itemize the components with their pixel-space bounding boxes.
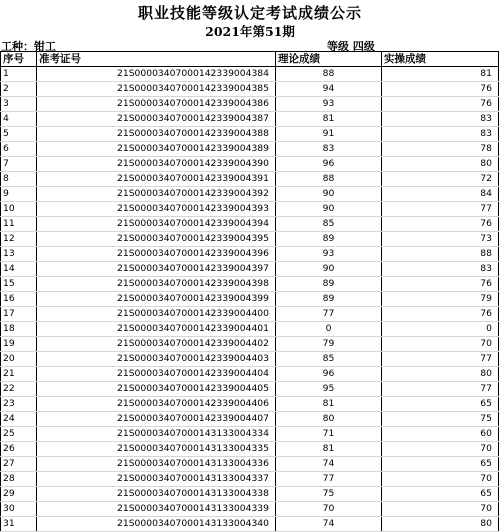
row-seq-cell: 27: [1, 457, 37, 472]
row-seq-cell: 2: [1, 82, 37, 97]
row-seq-cell: 6: [1, 142, 37, 157]
row-theory-cell: 88: [276, 67, 382, 82]
trade-label: 工种：钳工: [1, 40, 56, 53]
table-row: [1, 172, 499, 187]
table-row: [1, 517, 499, 532]
row-cert-cell: 21S00003407000142339004392: [37, 187, 276, 202]
table-row: [1, 262, 499, 277]
row-practical-cell: 65: [382, 397, 499, 412]
table-row: [1, 202, 499, 217]
table-row: [1, 67, 499, 82]
row-practical-cell: 0: [382, 322, 499, 337]
page-title: 职业技能等级认定考试成绩公示: [137, 4, 362, 22]
row-seq-cell: 24: [1, 412, 37, 427]
row-cert-cell: 21S00003407000142339004398: [37, 277, 276, 292]
row-cert-cell: 21S00003407000142339004399: [37, 292, 276, 307]
row-practical-cell: 70: [382, 502, 499, 517]
table-row: [1, 292, 499, 307]
row-cert-cell: 21S00003407000142339004388: [37, 127, 276, 142]
row-cert-cell: 21S00003407000142339004403: [37, 352, 276, 367]
row-theory-cell: 93: [276, 97, 382, 112]
table-row: [1, 127, 499, 142]
row-theory-cell: 94: [276, 82, 382, 97]
row-theory-cell: 85: [276, 352, 382, 367]
row-practical-cell: 77: [382, 202, 499, 217]
row-practical-cell: 80: [382, 367, 499, 382]
table-row: [1, 112, 499, 127]
row-theory-cell: 75: [276, 487, 382, 502]
table-row: [1, 82, 499, 97]
row-practical-cell: 83: [382, 112, 499, 127]
row-cert-cell: 21S00003407000142339004407: [37, 412, 276, 427]
row-practical-cell: 84: [382, 187, 499, 202]
row-cert-cell: 21S00003407000143133004334: [37, 427, 276, 442]
row-theory-cell: 90: [276, 262, 382, 277]
row-seq-cell: 15: [1, 277, 37, 292]
row-seq-cell: 9: [1, 187, 37, 202]
row-seq-cell: 22: [1, 382, 37, 397]
row-cert-cell: 21S00003407000143133004335: [37, 442, 276, 457]
table-row: [1, 427, 499, 442]
row-cert-cell: 21S00003407000142339004391: [37, 172, 276, 187]
score-table: [0, 51, 499, 532]
row-theory-cell: 89: [276, 292, 382, 307]
row-theory-cell: 89: [276, 232, 382, 247]
row-practical-cell: 81: [382, 67, 499, 82]
row-practical-cell: 73: [382, 232, 499, 247]
row-cert-cell: 21S00003407000143133004337: [37, 472, 276, 487]
table-row: [1, 457, 499, 472]
row-cert-cell: 21S00003407000142339004389: [37, 142, 276, 157]
row-theory-cell: 71: [276, 427, 382, 442]
row-theory-cell: 93: [276, 247, 382, 262]
row-seq-cell: 18: [1, 322, 37, 337]
row-cert-cell: 21S00003407000142339004386: [37, 97, 276, 112]
row-seq-cell: 8: [1, 172, 37, 187]
row-practical-cell: 78: [382, 142, 499, 157]
table-row: [1, 217, 499, 232]
table-row: [1, 97, 499, 112]
row-seq-cell: 11: [1, 217, 37, 232]
table-row: [1, 187, 499, 202]
table-row: [1, 412, 499, 427]
table-row: [1, 352, 499, 367]
row-theory-cell: 77: [276, 472, 382, 487]
page-subtitle: 2021年第51期: [205, 24, 295, 39]
table-row: [1, 142, 499, 157]
row-seq-cell: 19: [1, 337, 37, 352]
row-practical-cell: 60: [382, 427, 499, 442]
row-seq-cell: 25: [1, 427, 37, 442]
row-theory-cell: 90: [276, 202, 382, 217]
row-cert-cell: 21S00003407000142339004395: [37, 232, 276, 247]
row-seq-cell: 17: [1, 307, 37, 322]
row-theory-cell: 70: [276, 502, 382, 517]
row-cert-cell: 21S00003407000142339004390: [37, 157, 276, 172]
row-theory-cell: 83: [276, 142, 382, 157]
row-practical-cell: 77: [382, 382, 499, 397]
row-cert-cell: 21S00003407000142339004387: [37, 112, 276, 127]
row-practical-cell: 80: [382, 157, 499, 172]
row-seq-cell: 21: [1, 367, 37, 382]
table-row: [1, 472, 499, 487]
row-cert-cell: 21S00003407000143133004339: [37, 502, 276, 517]
row-practical-cell: 76: [382, 97, 499, 112]
row-seq-cell: 12: [1, 232, 37, 247]
row-seq-cell: 7: [1, 157, 37, 172]
row-cert-cell: 21S00003407000142339004396: [37, 247, 276, 262]
table-row: [1, 307, 499, 322]
row-theory-cell: 95: [276, 382, 382, 397]
table-row: [1, 277, 499, 292]
row-practical-cell: 80: [382, 517, 499, 532]
row-cert-cell: 21S00003407000143133004336: [37, 457, 276, 472]
row-theory-cell: 85: [276, 217, 382, 232]
row-theory-cell: 77: [276, 307, 382, 322]
level-label: 等级 四级: [327, 40, 375, 53]
table-row: [1, 232, 499, 247]
table-header-row: [1, 52, 499, 67]
row-cert-cell: 21S00003407000142339004406: [37, 397, 276, 412]
row-cert-cell: 21S00003407000142339004393: [37, 202, 276, 217]
row-seq-cell: 28: [1, 472, 37, 487]
row-theory-cell: 74: [276, 517, 382, 532]
table-row: [1, 502, 499, 517]
row-seq-cell: 14: [1, 262, 37, 277]
column-header-seq: 序号: [1, 52, 37, 67]
row-seq-cell: 3: [1, 97, 37, 112]
row-cert-cell: 21S00003407000142339004385: [37, 82, 276, 97]
row-seq-cell: 10: [1, 202, 37, 217]
row-practical-cell: 77: [382, 352, 499, 367]
row-practical-cell: 75: [382, 412, 499, 427]
row-seq-cell: 13: [1, 247, 37, 262]
row-cert-cell: 21S00003407000142339004384: [37, 67, 276, 82]
row-theory-cell: 91: [276, 127, 382, 142]
row-cert-cell: 21S00003407000143133004340: [37, 517, 276, 532]
row-theory-cell: 88: [276, 172, 382, 187]
row-theory-cell: 80: [276, 412, 382, 427]
row-seq-cell: 16: [1, 292, 37, 307]
row-practical-cell: 65: [382, 457, 499, 472]
row-seq-cell: 29: [1, 487, 37, 502]
row-theory-cell: 74: [276, 457, 382, 472]
column-header-theory: 理论成绩: [276, 52, 382, 67]
row-seq-cell: 20: [1, 352, 37, 367]
row-practical-cell: 70: [382, 472, 499, 487]
row-practical-cell: 76: [382, 217, 499, 232]
row-cert-cell: 21S00003407000142339004405: [37, 382, 276, 397]
row-theory-cell: 81: [276, 442, 382, 457]
table-row: [1, 367, 499, 382]
row-practical-cell: 70: [382, 337, 499, 352]
row-theory-cell: 81: [276, 397, 382, 412]
row-seq-cell: 23: [1, 397, 37, 412]
table-row: [1, 337, 499, 352]
row-practical-cell: 83: [382, 127, 499, 142]
table-row: [1, 487, 499, 502]
row-practical-cell: 76: [382, 82, 499, 97]
table-row: [1, 247, 499, 262]
row-practical-cell: 88: [382, 247, 499, 262]
column-header-cert: 准考证号: [37, 52, 276, 67]
row-theory-cell: 89: [276, 277, 382, 292]
column-header-practical: 实操成绩: [382, 52, 499, 67]
row-cert-cell: 21S00003407000142339004402: [37, 337, 276, 352]
row-seq-cell: 30: [1, 502, 37, 517]
row-practical-cell: 79: [382, 292, 499, 307]
row-theory-cell: 81: [276, 112, 382, 127]
row-practical-cell: 72: [382, 172, 499, 187]
row-theory-cell: 96: [276, 157, 382, 172]
row-cert-cell: 21S00003407000142339004397: [37, 262, 276, 277]
row-seq-cell: 26: [1, 442, 37, 457]
row-practical-cell: 76: [382, 277, 499, 292]
row-cert-cell: 21S00003407000142339004400: [37, 307, 276, 322]
row-theory-cell: 0: [276, 322, 382, 337]
row-practical-cell: 76: [382, 307, 499, 322]
row-theory-cell: 90: [276, 187, 382, 202]
row-theory-cell: 96: [276, 367, 382, 382]
table-row: [1, 397, 499, 412]
row-seq-cell: 5: [1, 127, 37, 142]
table-row: [1, 442, 499, 457]
row-theory-cell: 79: [276, 337, 382, 352]
row-practical-cell: 65: [382, 487, 499, 502]
row-cert-cell: 21S00003407000143133004338: [37, 487, 276, 502]
row-seq-cell: 4: [1, 112, 37, 127]
row-cert-cell: 21S00003407000142339004394: [37, 217, 276, 232]
table-row: [1, 382, 499, 397]
row-seq-cell: 31: [1, 517, 37, 532]
row-seq-cell: 1: [1, 67, 37, 82]
row-practical-cell: 83: [382, 262, 499, 277]
row-cert-cell: 21S00003407000142339004401: [37, 322, 276, 337]
table-row: [1, 322, 499, 337]
table-row: [1, 157, 499, 172]
row-practical-cell: 70: [382, 442, 499, 457]
row-cert-cell: 21S00003407000142339004404: [37, 367, 276, 382]
